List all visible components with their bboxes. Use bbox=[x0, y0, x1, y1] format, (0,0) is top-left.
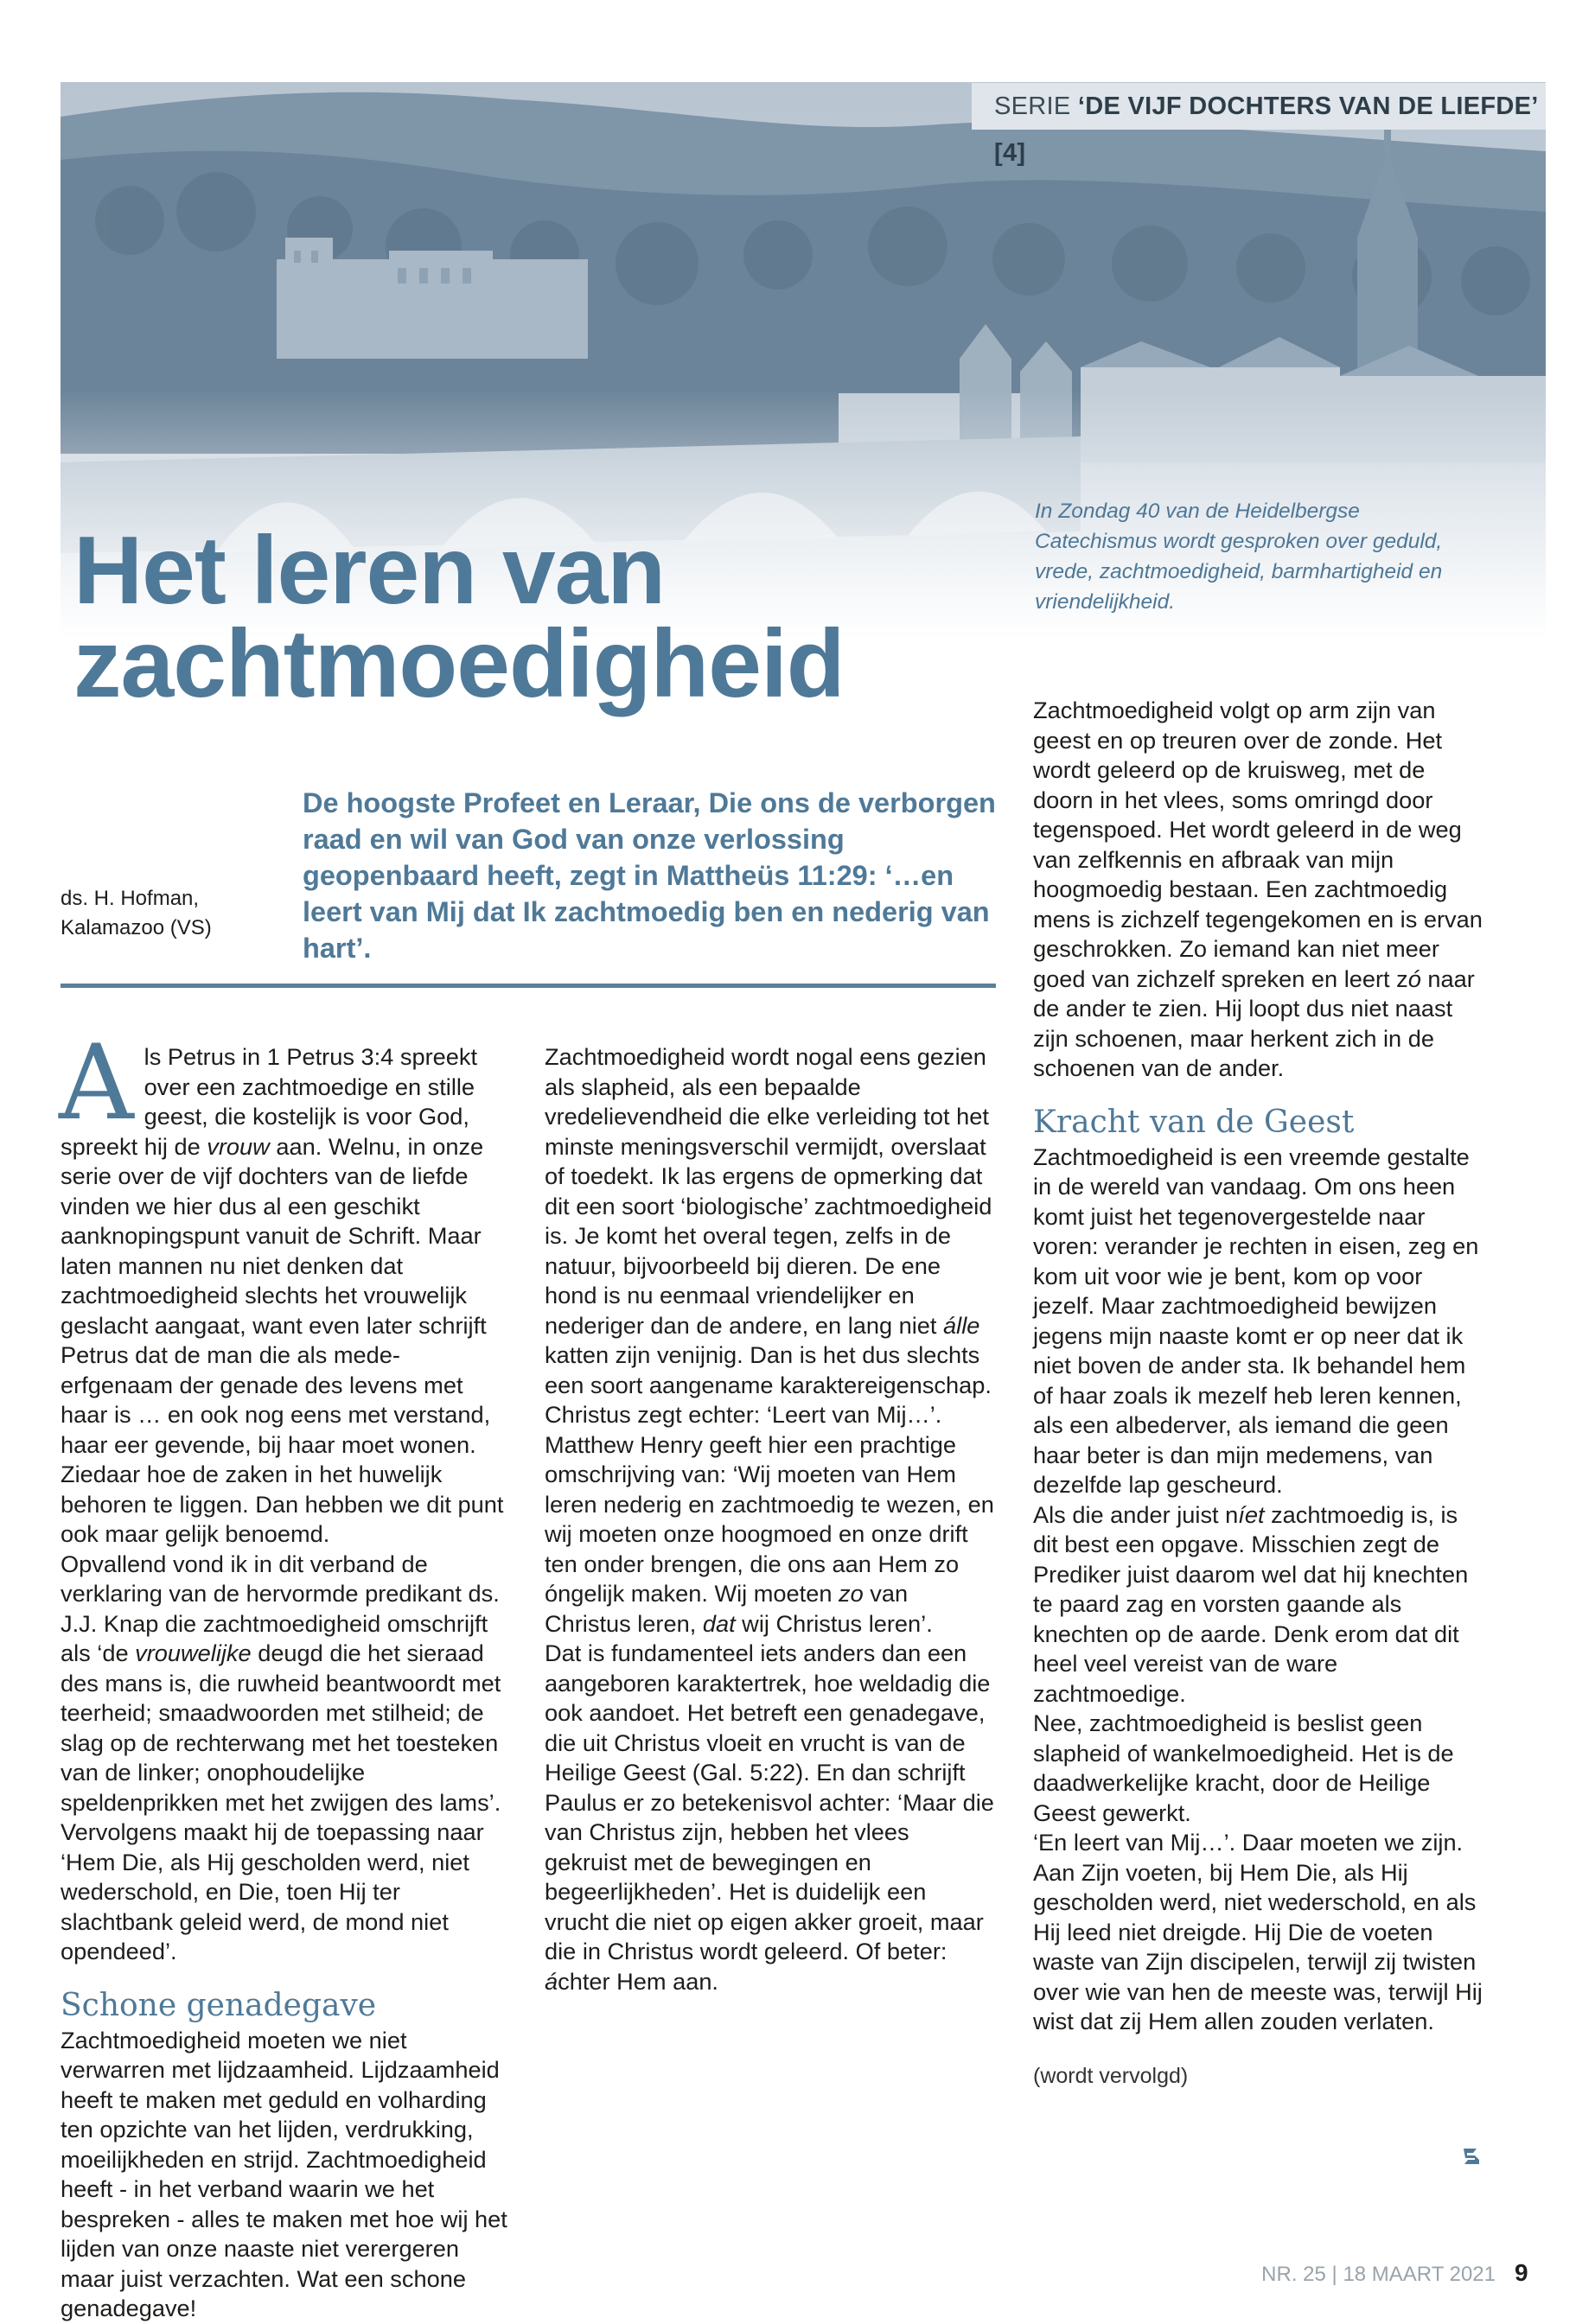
title-line-2: zachtmoedigheid bbox=[73, 610, 845, 717]
series-name: ‘DE VIJF DOCHTERS VAN DE LIEFDE’ [4] bbox=[994, 92, 1538, 167]
article-column-2 bbox=[545, 1042, 994, 1996]
author-name: ds. H. Hofman, bbox=[61, 887, 200, 910]
series-label bbox=[972, 83, 1546, 167]
paragraph-1: Als Petrus in 1 Petrus 3:4 spreekt over een zachtmoedige en stille geest, die kostelijk is voor God, spreekt hij de vrouw aan. Welnu, in onze serie over de vijf dochters van de liefde vinden we hier dus al een geschikt aanknopingspunt vanuit de Schrift. Maar laten mannen nu niet denken dat zachtmoedigheid slechts het vrouwelijk geslacht aangaat, want even later schrijft Petrus dat de man die als mede-erfgenaam der genade des levens met haar is … en ook nog eens met verstand, haar eer gevende, bij haar moet wonen. Ziedaar hoe de zaken in het huwelijk behoren te liggen. Dan hebben we dit punt ook maar gelijk benoemd. bbox=[59, 1023, 504, 1547]
page-number: 9 bbox=[1515, 2259, 1528, 2286]
drop-cap: A bbox=[59, 1023, 134, 1143]
end-mark-icon bbox=[1461, 2146, 1482, 2171]
photo-caption: In Zondag 40 van de Heidelbergse Catechismus wordt gesproken over geduld, vrede, zachtmoedigheid, barmhartigheid en vriendelijkheid. bbox=[1035, 500, 1443, 614]
divider-rule bbox=[61, 984, 996, 988]
paragraph-9: Als die ander juist níet zachtmoedig is, is dit best een opgave. Misschien zegt de Prediker juist daarom wel dat hij knechten te paard zag en vorsten gaande als knechten op de aarde. Denk erom dat dit heel veel vereist van de ware zachtmoedige. bbox=[1033, 1500, 1469, 1707]
subheading-kracht-van-de-geest: Kracht van de Geest bbox=[1033, 1104, 1355, 1140]
subheading-schone-genadegave: Schone genadegave bbox=[61, 1987, 377, 2023]
series-prefix: SERIE bbox=[994, 92, 1078, 120]
article-column-1 bbox=[59, 1023, 510, 2324]
paragraph-7: Zachtmoedigheid volgt op arm zijn van geest en op treuren over de zonde. Het wordt geleerd op de kruisweg, met de doorn in het vlees, soms omringd door tegenspoed. Het wordt geleerd in de weg van zelfkennis en afbraak van mijn hoogmoedig bestaan. Een zachtmoedig mens is zichzelf tegengekomen en is ervan geschrokken. Zo iemand kan niet meer goed van zichzelf spreken en leert zó naar de ander te zien. Hij loopt dus niet naast zijn schoenen, maar herkent zich in de schoenen van de ander. bbox=[1033, 697, 1483, 1081]
title-line-1: Het leren van bbox=[73, 517, 666, 624]
paragraph-4: Zachtmoedigheid wordt nogal eens gezien als slapheid, als een bepaalde vredelievendheid die elke verleiding tot het minste meningsverschil vermijdt, overslaat of toedekt. Ik las ergens de opmerking dat dit een soort ‘biologische’ zachtmoedigheid is. Je komt het overal tegen, zelfs in de natuur, bijvoorbeeld bij dieren. De ene hond is nu eenmaal vriendelijker en nederiger dan de andere, en lang niet álle katten zijn venijnig. Dan is het dus slechts een soort aangename karaktereigenschap. bbox=[545, 1043, 992, 1398]
paragraph-11: ‘En leert van Mij…’. Daar moeten we zijn. Aan Zijn voeten, bij Hem Die, als Hij gescholden werd, niet wederschold, en als Hij leed niet dreigde. Hij Die de voeten waste van Zijn discipelen, terwijl zij twisten over wie van hen de meeste was, terwijl Hij wist dat zij Hem allen zouden verlaten. bbox=[1033, 1829, 1483, 2034]
issue-info: NR. 25 | 18 MAART 2021 bbox=[1261, 2263, 1496, 2286]
paragraph-5: Christus zegt echter: ‘Leert van Mij…’. Matthew Henry geeft hier een prachtige omschrijving van: ‘Wij moeten van Hem leren nederig en zachtmoedig te wezen, en wij moeten onze hoogmoed en onze drift ten onder brengen, die ons aan Hem zo óngelijk maken. Wij moeten zo van Christus leren, dat wij Christus leren’. bbox=[545, 1401, 994, 1637]
paragraph-3: Zachtmoedigheid moeten we niet verwarren met lijdzaamheid. Lijdzaamheid heeft te maken met geduld en volharding ten opzichte van het lijden, verdrukking, moeilijkheden en strijd. Zachtmoedigheid heeft - in het verband waarin we het bespreken - alles te maken met hoe wij het lijden van onze naaste niet verergeren maar juist verzachten. Wat een schone genadegave! bbox=[61, 2026, 507, 2321]
intro-lead: De hoogste Profeet en Leraar, Die ons de verborgen raad en wil van God van onze verlossing geopenbaard heeft, zegt in Mattheüs 11:29: ‘…en leert van Mij dat Ik zachtmoedig ben en nederig van hart’. bbox=[303, 787, 996, 964]
paragraph-2: Opvallend vond ik in dit verband de verklaring van de hervormde predikant ds. J.J. Knap die zachtmoedigheid omschrijft als ‘de vrouwelijke deugd die het sieraad des mans is, die ruwheid beantwoordt met teerheid; smaadwoorden met stilheid; de slag op de rechterwang met het toesteken van de linker; onophoudelijke speldenprikken met het zwijgen des lams’. Vervolgens maakt hij de toepassing naar ‘Hem Die, als Hij gescholden werd, niet wederschold, en Die, toen Hij ter slachtbank geleid werd, de mond niet opendeed’. bbox=[61, 1550, 501, 1964]
paragraph-6: Dat is fundamenteel iets anders dan een aangeboren karaktertrek, hoe weldadig die ook aandoet. Het betreft een genadegave, die uit Christus vloeit en vrucht is van de Heilige Geest (Gal. 5:22). En dan schrijft Paulus er zo betekenisvol achter: ‘Maar die van Christus zijn, hebben het vlees gekruist met de bewegingen en begeerlijkheden’. Het is duidelijk een vrucht die niet op eigen akker groeit, maar die in Christus wordt geleerd. Of beter: áchter Hem aan. bbox=[545, 1640, 994, 1995]
author-byline bbox=[61, 884, 233, 943]
paragraph-10: Nee, zachtmoedigheid is beslist geen slapheid of wankelmoedigheid. Het is de daadwerkelijke kracht, door de Heilige Geest gewerkt. bbox=[1033, 1710, 1454, 1826]
paragraph-8: Zachtmoedigheid is een vreemde gestalte in de wereld van vandaag. Om ons heen komt juist het tegenovergestelde naar voren: verander je rechten in eisen, zeg en kom uit voor wie je bent, kom op voor jezelf. Maar zachtmoedigheid bewijzen jegens mijn naaste komt er op neer dat ik niet boven de ander sta. Ik behandel hem of haar zoals ik mezelf heb leren kennen, als een albederver, als iemand die geen haar beter is dan mijn medemens, van dezelfde lap gescheurd. bbox=[1033, 1143, 1479, 1498]
article-title bbox=[73, 517, 938, 717]
article-column-3 bbox=[1033, 696, 1483, 2091]
author-location: Kalamazoo (VS) bbox=[61, 916, 212, 939]
continued-note: (wordt vervolgd) bbox=[1033, 2063, 1189, 2088]
